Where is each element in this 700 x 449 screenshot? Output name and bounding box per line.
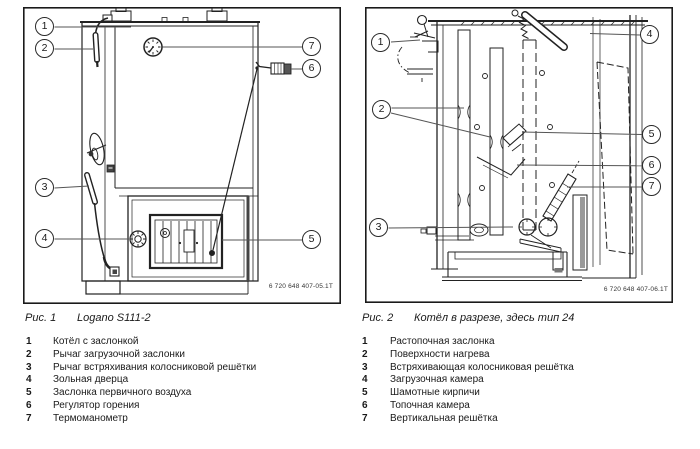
legend-number: 6 <box>362 399 368 411</box>
legend-text: Шамотные кирпичи <box>390 387 480 399</box>
fig2-callout-7: 7 <box>642 177 661 196</box>
legend-text: Рычаг встряхивания колосниковой решётки <box>53 361 257 373</box>
boiler-cross-section-drawing <box>365 7 673 303</box>
legend-item <box>362 362 574 375</box>
legend-text: Вертикальная решётка <box>390 412 498 424</box>
figure-1-caption-title: Logano S111-2 <box>77 312 151 324</box>
legend-number: 6 <box>26 399 32 411</box>
legend-text: Поверхности нагрева <box>390 348 490 360</box>
figure-2-caption-title: Котёл в разрезе, здесь тип 24 <box>414 312 575 324</box>
legend-number: 4 <box>26 374 32 386</box>
fig2-callout-4: 4 <box>640 25 659 44</box>
legend-item <box>26 400 256 413</box>
legend-number: 1 <box>26 336 32 347</box>
figure-1-legend <box>26 336 256 426</box>
legend-item <box>362 349 574 362</box>
boiler-front-view-drawing <box>23 7 341 304</box>
legend-text: Рычаг загрузочной заслонки <box>53 348 185 360</box>
figure-2-legend <box>362 336 574 426</box>
legend-item <box>362 387 574 400</box>
fig1-callout-1: 1 <box>35 17 54 36</box>
legend-number: 5 <box>26 387 32 399</box>
legend-item <box>26 387 256 400</box>
figure-2-caption-label: Рис. 2 <box>362 312 394 324</box>
legend-text: Зольная дверца <box>53 374 129 386</box>
legend-item <box>362 374 574 387</box>
fig1-callout-3: 3 <box>35 178 54 197</box>
legend-item <box>26 374 256 387</box>
thermomanometer-gauge <box>144 38 162 56</box>
fig1-callout-7: 7 <box>302 37 321 56</box>
legend-text: Загрузочная камера <box>390 374 484 386</box>
figure-1-diagram <box>23 7 341 304</box>
legend-item <box>26 413 256 426</box>
legend-number: 5 <box>362 387 368 399</box>
figure-1-caption <box>25 312 151 324</box>
legend-text: Котёл с заслонкой <box>53 336 139 347</box>
figure-2-diagram <box>365 7 673 303</box>
fig1-callout-2: 2 <box>35 39 54 58</box>
legend-number: 2 <box>26 348 32 360</box>
fig2-callout-3: 3 <box>369 218 388 237</box>
fig1-drawing-code: 6 720 648 407-05.1T <box>268 283 333 290</box>
legend-number: 4 <box>362 374 368 386</box>
legend-text: Термоманометр <box>53 412 128 424</box>
fig2-drawing-code: 6 720 648 407-06.1T <box>603 286 668 293</box>
legend-text: Топочная камера <box>390 399 470 411</box>
legend-item <box>362 413 574 426</box>
legend-item <box>26 336 256 349</box>
fig1-callout-6: 6 <box>302 59 321 78</box>
fig2-callout-5: 5 <box>642 125 661 144</box>
legend-number: 1 <box>362 336 368 347</box>
legend-number: 2 <box>362 348 368 360</box>
fig1-callout-5: 5 <box>302 230 321 249</box>
figure-1-frame <box>24 8 340 303</box>
figure-2-caption <box>362 312 574 324</box>
legend-item <box>362 336 574 349</box>
legend-item <box>362 400 574 413</box>
figure-1-caption-label: Рис. 1 <box>25 312 57 324</box>
fig2-callout-2: 2 <box>372 100 391 119</box>
figure-2-frame <box>366 8 672 302</box>
legend-text: Встряхивающая колосниковая решётка <box>390 361 574 373</box>
legend-number: 7 <box>362 412 368 424</box>
legend-text: Регулятор горения <box>53 399 140 411</box>
legend-text: Растопочная заслонка <box>390 336 495 347</box>
legend-item <box>26 362 256 375</box>
legend-number: 3 <box>362 361 368 373</box>
fig1-callout-4: 4 <box>35 229 54 248</box>
legend-number: 7 <box>26 412 32 424</box>
legend-text: Заслонка первичного воздуха <box>53 387 192 399</box>
fig2-callout-6: 6 <box>642 156 661 175</box>
fig2-callout-1: 1 <box>371 33 390 52</box>
legend-number: 3 <box>26 361 32 373</box>
legend-item <box>26 349 256 362</box>
